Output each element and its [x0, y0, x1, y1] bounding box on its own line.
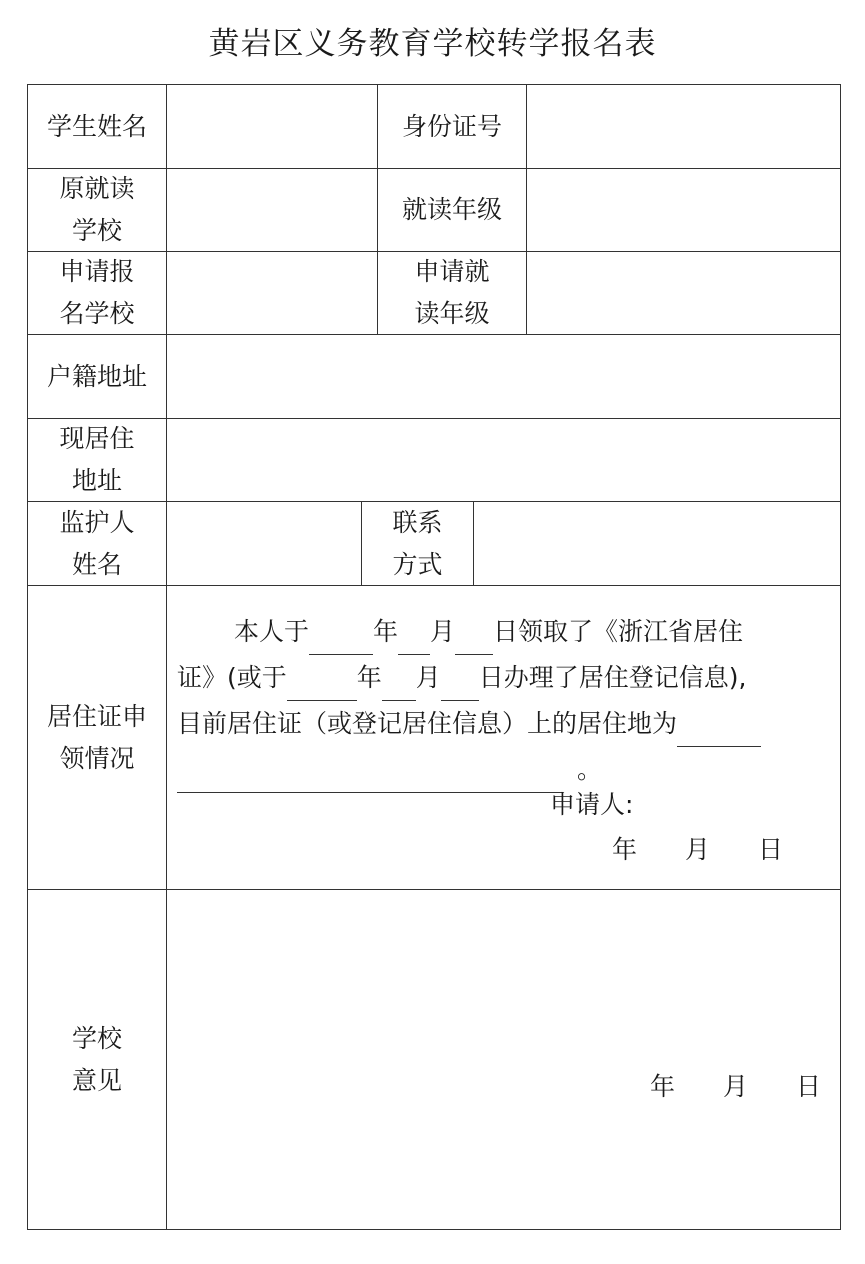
transfer-form-table [27, 84, 841, 1230]
label-id-number: 身份证号 [401, 111, 502, 141]
blank-day[interactable] [455, 624, 493, 655]
blank-month[interactable] [398, 624, 430, 655]
label-contact: 联系 方式 [392, 507, 443, 579]
blank-year[interactable] [309, 624, 373, 655]
id-number-field[interactable] [527, 85, 840, 168]
blank-year[interactable] [287, 670, 357, 701]
label-apply-school: 申请报 名学校 [59, 257, 135, 328]
label-student-name: 学生姓名 [46, 111, 147, 141]
label-current-address: 现居住 地址 [59, 424, 135, 495]
school-opinion-field[interactable] [167, 890, 840, 1229]
hukou-address-field[interactable] [167, 335, 840, 418]
opinion-date: 年 月 日 [650, 1072, 821, 1101]
label-apply-grade: 申请就 读年级 [414, 257, 490, 328]
blank-address[interactable] [677, 716, 761, 747]
label-guardian-name: 监护人 姓名 [59, 507, 135, 579]
label-original-school: 原就读 学校 [59, 174, 135, 245]
label-hukou-address: 户籍地址 [46, 361, 147, 391]
statement-line-4: 。 [177, 747, 602, 793]
blank-month[interactable] [382, 670, 416, 701]
guardian-name-field[interactable] [167, 502, 361, 585]
current-address-field[interactable] [167, 419, 840, 501]
apply-grade-field[interactable] [527, 252, 840, 334]
original-grade-field[interactable] [527, 169, 840, 251]
blank-day[interactable] [441, 670, 479, 701]
applicant-date: 年 月 日 [612, 835, 783, 864]
original-school-field[interactable] [167, 169, 377, 251]
label-original-grade: 就读年级 [401, 195, 502, 224]
statement-line-1: 本人于 年 月 日领取了《浙江省居住 [234, 609, 743, 655]
label-residence-permit: 居住证申 领情况 [46, 701, 147, 773]
form-title: 黄岩区义务教育学校转学报名表 [208, 26, 657, 62]
applicant-label: 申请人: [550, 790, 634, 819]
apply-school-field[interactable] [167, 252, 377, 334]
statement-line-3: 目前居住证（或登记居住信息）上的居住地为 [177, 701, 761, 747]
student-name-field[interactable] [167, 85, 377, 168]
blank-address-continued[interactable] [177, 762, 563, 793]
contact-field[interactable] [474, 502, 840, 585]
statement-line-2: 证》(或于 年 月 日办理了居住登记信息), [177, 655, 747, 701]
residence-statement [168, 586, 840, 856]
label-school-opinion: 学校 意见 [71, 1023, 122, 1095]
